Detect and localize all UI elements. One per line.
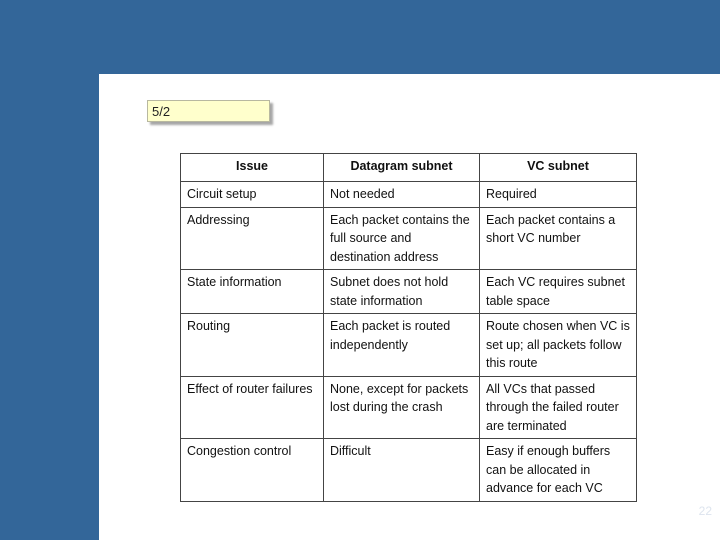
cell-issue: State information xyxy=(181,270,324,314)
table-header-row xyxy=(181,154,637,182)
cell-issue: Routing xyxy=(181,314,324,377)
header-issue: Issue xyxy=(181,154,324,182)
cell-vc: Required xyxy=(480,182,637,208)
cell-vc: All VCs that passed through the failed router are terminated xyxy=(480,376,637,439)
page-number: 22 xyxy=(698,504,712,518)
table-row xyxy=(181,376,637,439)
table-row xyxy=(181,207,637,270)
cell-vc: Route chosen when VC is set up; all packets follow this route xyxy=(480,314,637,377)
cell-datagram: Subnet does not hold state information xyxy=(324,270,480,314)
table-row xyxy=(181,182,637,208)
comparison-table-container xyxy=(180,153,636,496)
table-row xyxy=(181,270,637,314)
figure-label: 5/2 xyxy=(147,100,270,122)
header-datagram-subnet: Datagram subnet xyxy=(324,154,480,182)
cell-datagram: Each packet is routed independently xyxy=(324,314,480,377)
cell-vc: Each VC requires subnet table space xyxy=(480,270,637,314)
cell-issue: Effect of router failures xyxy=(181,376,324,439)
cell-datagram: None, except for packets lost during the crash xyxy=(324,376,480,439)
comparison-table xyxy=(180,153,637,502)
cell-vc: Easy if enough buffers can be allocated in advance for each VC xyxy=(480,439,637,502)
cell-vc: Each packet contains a short VC number xyxy=(480,207,637,270)
cell-datagram: Not needed xyxy=(324,182,480,208)
cell-issue: Addressing xyxy=(181,207,324,270)
table-row xyxy=(181,314,637,377)
cell-datagram: Difficult xyxy=(324,439,480,502)
table-row xyxy=(181,439,637,502)
header-vc-subnet: VC subnet xyxy=(480,154,637,182)
cell-issue: Circuit setup xyxy=(181,182,324,208)
cell-datagram: Each packet contains the full source and destination address xyxy=(324,207,480,270)
cell-issue: Congestion control xyxy=(181,439,324,502)
